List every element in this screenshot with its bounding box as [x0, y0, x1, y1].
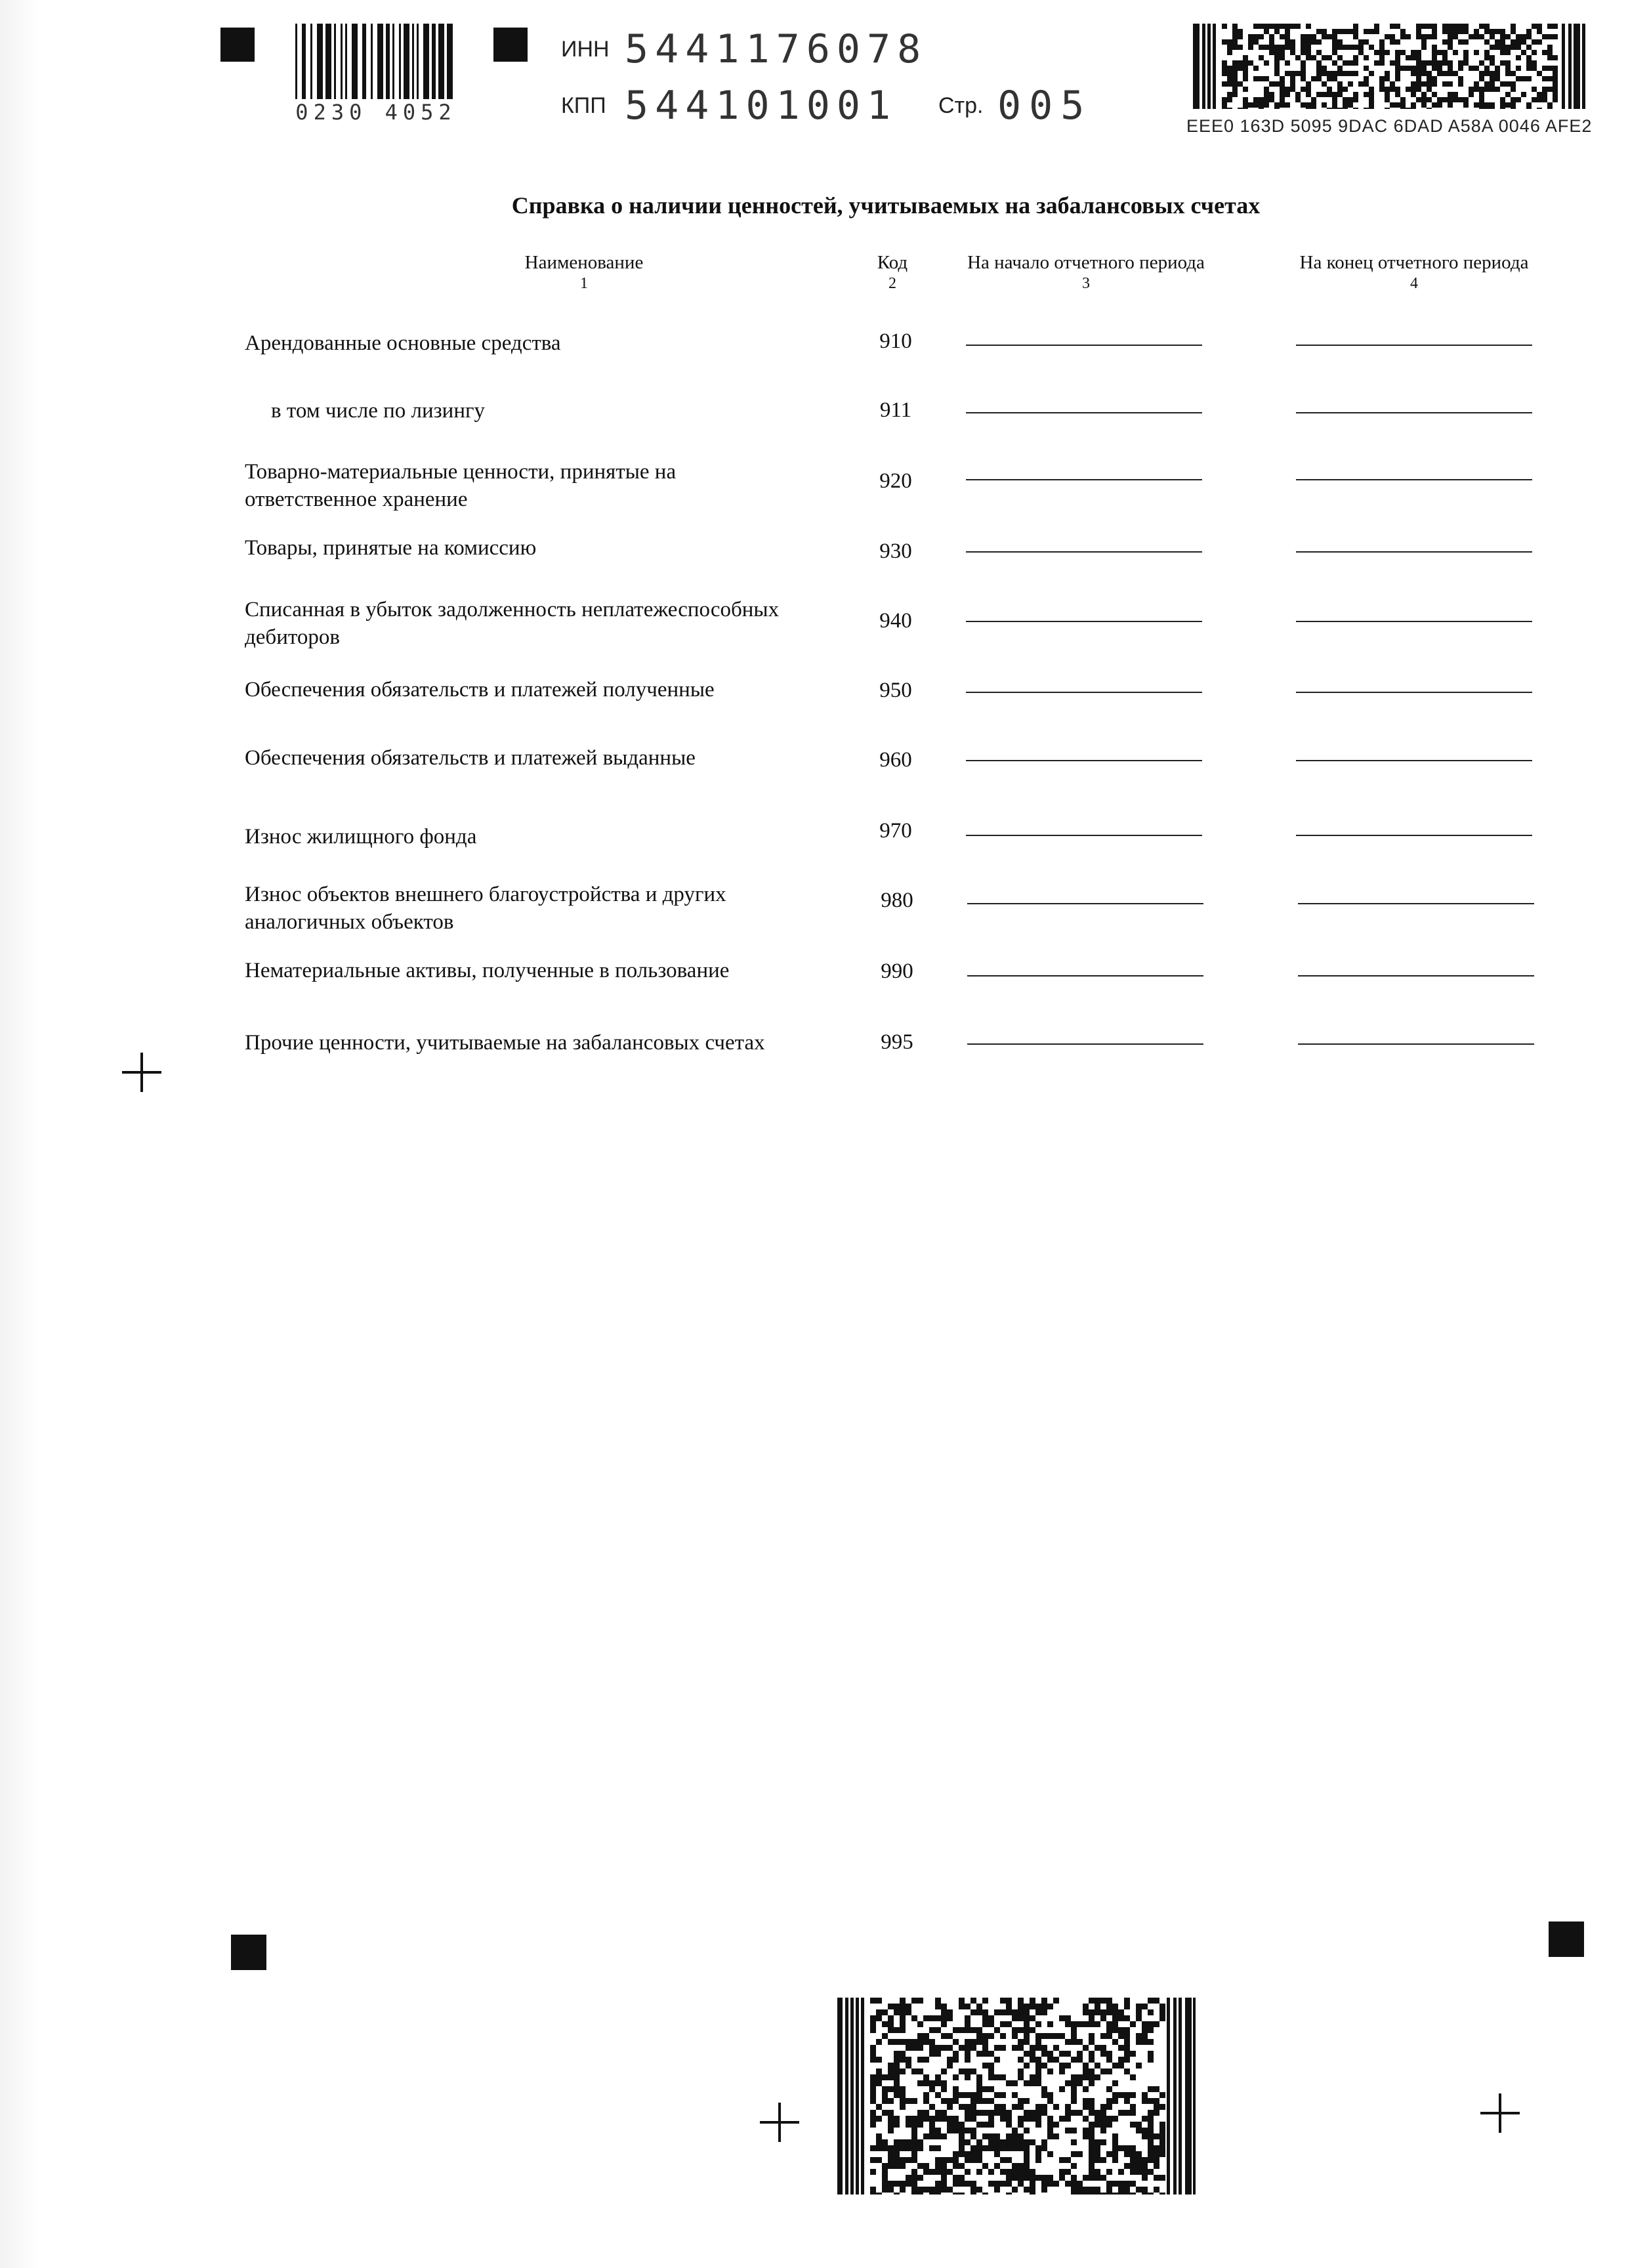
value-end-field[interactable] [1296, 760, 1532, 761]
pdf417-barcode-top [1193, 24, 1587, 109]
column-header-start [925, 252, 1247, 294]
kpp-value: 544101001 [625, 83, 898, 129]
crosshair-mark-left [122, 1053, 161, 1092]
row-name: Товарно-материальные ценности, принятые на ответственное хранение [245, 460, 677, 511]
registration-marker-top-left [220, 28, 255, 62]
inn-value: 5441176078 [625, 26, 928, 72]
row-code: 950 [879, 679, 912, 702]
crosshair-mark-bottom-right [1480, 2093, 1520, 2133]
value-start-field[interactable] [966, 551, 1202, 553]
column-header-name-number: 1 [580, 275, 588, 292]
value-start-field[interactable] [966, 345, 1202, 346]
value-end-field[interactable] [1296, 345, 1532, 346]
row-name: в том числе по лизингу [271, 399, 486, 423]
value-start-field[interactable] [966, 621, 1202, 622]
page-number: 005 [997, 83, 1093, 129]
crosshair-mark-bottom-left [760, 2103, 799, 2142]
value-end-field[interactable] [1296, 692, 1532, 693]
value-end-field[interactable] [1296, 551, 1532, 553]
row-code: 960 [879, 748, 912, 772]
row-code: 930 [879, 539, 912, 563]
registration-marker-bottom-right [1549, 1922, 1584, 1957]
row-name: Прочие ценности, учитываемые на забалансовых счетах [245, 1031, 765, 1055]
value-end-field[interactable] [1296, 479, 1532, 480]
value-start-field[interactable] [966, 692, 1202, 693]
value-start-field[interactable] [966, 760, 1202, 761]
row-name: Обеспечения обязательств и платежей выданные [245, 746, 696, 770]
column-header-name-label: Наименование [524, 252, 644, 273]
column-header-end-label: На конец отчетного периода [1299, 252, 1529, 273]
column-header-name [420, 252, 748, 294]
value-end-field[interactable] [1296, 412, 1532, 413]
value-end-field[interactable] [1296, 835, 1532, 836]
value-end-field[interactable] [1296, 621, 1532, 622]
column-header-code [853, 252, 932, 294]
column-header-code-label: Код [877, 252, 908, 273]
value-start-field[interactable] [966, 835, 1202, 836]
row-name: Обеспечения обязательств и платежей полученные [245, 678, 715, 702]
row-name: Износ жилищного фонда [245, 825, 477, 849]
value-start-field[interactable] [966, 412, 1202, 413]
row-code: 995 [881, 1030, 913, 1054]
value-end-field[interactable] [1298, 1043, 1534, 1045]
column-header-start-number: 3 [1082, 275, 1090, 292]
row-code: 970 [879, 819, 912, 843]
linear-barcode [294, 24, 458, 99]
inn-label: ИНН [561, 37, 610, 62]
barcode-number: 0230 4052 [295, 100, 457, 125]
row-name: Товары, принятые на комиссию [245, 536, 537, 560]
kpp-label: КПП [561, 93, 606, 118]
row-name: Износ объектов внешнего благоустройства и других аналогичных объектов [245, 883, 726, 934]
row-code: 980 [881, 889, 913, 912]
page-label: Стр. [938, 93, 984, 118]
row-code: 911 [879, 398, 912, 422]
row-name: Арендованные основные средства [245, 331, 561, 355]
document-hash-code: EEE0 163D 5095 9DAC 6DAD A58A 0046 AFE2 [1186, 116, 1593, 136]
page-title: Справка о наличии ценностей, учитываемых на забалансовых счетах [511, 192, 1261, 219]
value-start-field[interactable] [967, 975, 1203, 976]
row-name: Нематериальные активы, полученные в пользование [245, 959, 730, 982]
column-header-end-number: 4 [1410, 275, 1418, 292]
value-end-field[interactable] [1298, 975, 1534, 976]
column-header-end [1253, 252, 1575, 294]
registration-marker-bottom-left [231, 1935, 266, 1970]
value-start-field[interactable] [967, 1043, 1203, 1045]
value-start-field[interactable] [966, 479, 1202, 480]
row-code: 910 [879, 329, 912, 353]
row-code: 990 [881, 959, 913, 983]
row-code: 940 [879, 609, 912, 633]
pdf417-barcode-bottom [837, 1998, 1196, 2194]
column-header-code-number: 2 [888, 275, 896, 292]
registration-marker-top-mid [493, 28, 528, 62]
value-end-field[interactable] [1298, 903, 1534, 904]
column-header-start-label: На начало отчетного периода [967, 252, 1205, 273]
value-start-field[interactable] [967, 903, 1203, 904]
row-code: 920 [879, 469, 912, 493]
page-fold-shadow [0, 0, 39, 2268]
row-name: Списанная в убыток задолженность неплатежеспособных дебиторов [245, 598, 780, 649]
